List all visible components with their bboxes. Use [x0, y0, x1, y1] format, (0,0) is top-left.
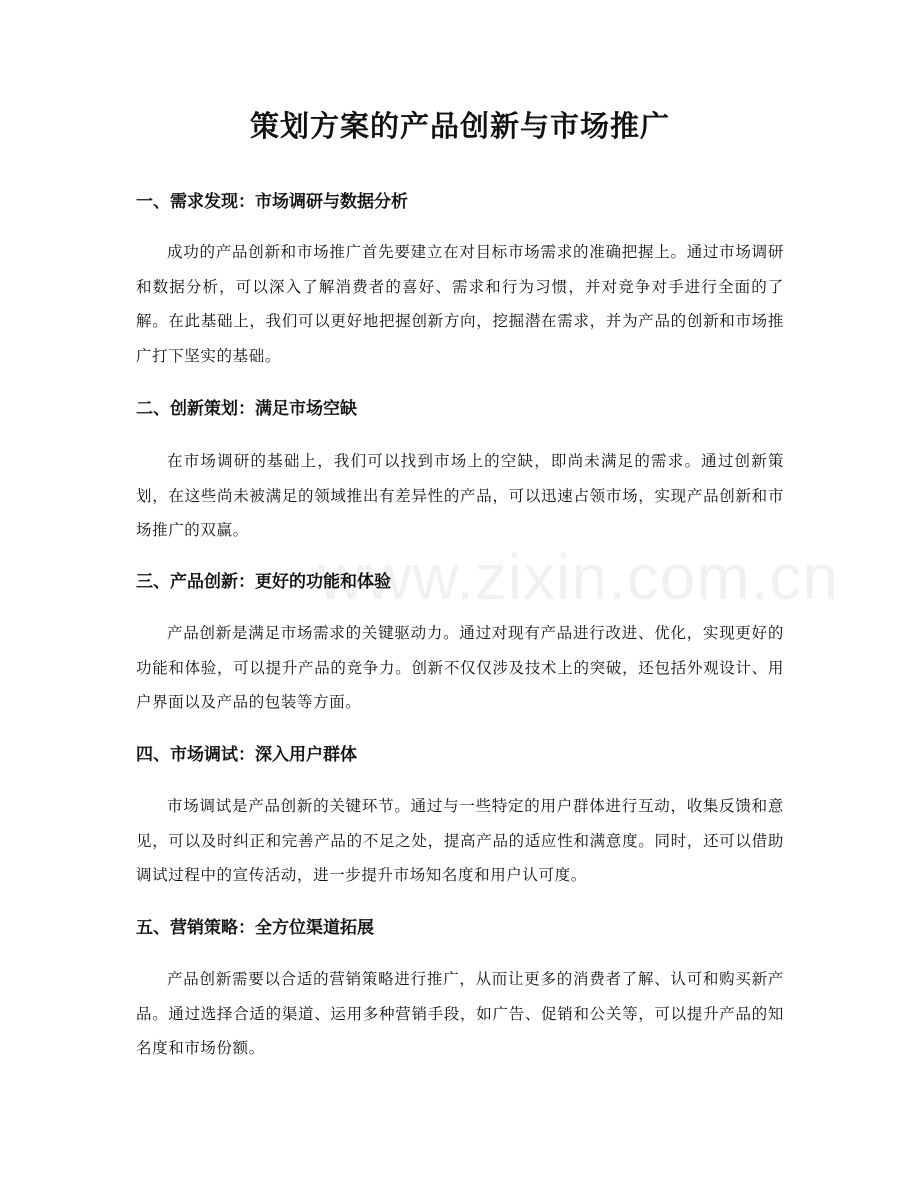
section-paragraph-1: 成功的产品创新和市场推广首先要建立在对目标市场需求的准确把握上。通过市场调研和数据分析，可以深入了解消费者的喜好、需求和行为习惯，并对竞争对手进行全面的了解。在此基础上，我们可以更好地把握创新方向，挖掘潜在需求，并为产品的创新和市场推广打下坚实的基础。 [136, 243, 784, 365]
section-heading-4: 四、市场调试：深入用户群体 [136, 745, 357, 765]
section-paragraph-2: 在市场调研的基础上，我们可以找到市场上的空缺，即尚未满足的需求。通过创新策划，在这些尚未被满足的领域推出有差异性的产品，可以迅速占领市场，实现产品创新和市场推广的双赢。 [136, 452, 784, 539]
section-paragraph-4: 市场调试是产品创新的关键环节。通过与一些特定的用户群体进行互动，收集反馈和意见，可以及时纠正和完善产品的不足之处，提高产品的适应性和满意度。同时，还可以借助调试过程中的宣传活动，进一步提升市场知名度和用户认可度。 [136, 797, 784, 884]
section-heading-5: 五、营销策略：全方位渠道拓展 [136, 918, 374, 938]
section-heading-1: 一、需求发现：市场调研与数据分析 [136, 192, 408, 212]
section-heading-2: 二、创新策划：满足市场空缺 [136, 399, 357, 419]
watermark: www.zixin.com.cn [318, 541, 839, 613]
section-paragraph-5: 产品创新需要以合适的营销策略进行推广，从而让更多的消费者了解、认可和购买新产品。通过选择合适的渠道、运用多种营销手段，如广告、促销和公关等，可以提升产品的知名度和市场份额。 [136, 970, 784, 1057]
section-paragraph-3: 产品创新是满足市场需求的关键驱动力。通过对现有产品进行改进、优化，实现更好的功能和体验，可以提升产品的竞争力。创新不仅仅涉及技术上的突破，还包括外观设计、用户界面以及产品的包装等方面。 [136, 624, 784, 711]
section-heading-3: 三、产品创新：更好的功能和体验 [136, 572, 391, 592]
document-title: 策划方案的产品创新与市场推广 [249, 109, 670, 143]
